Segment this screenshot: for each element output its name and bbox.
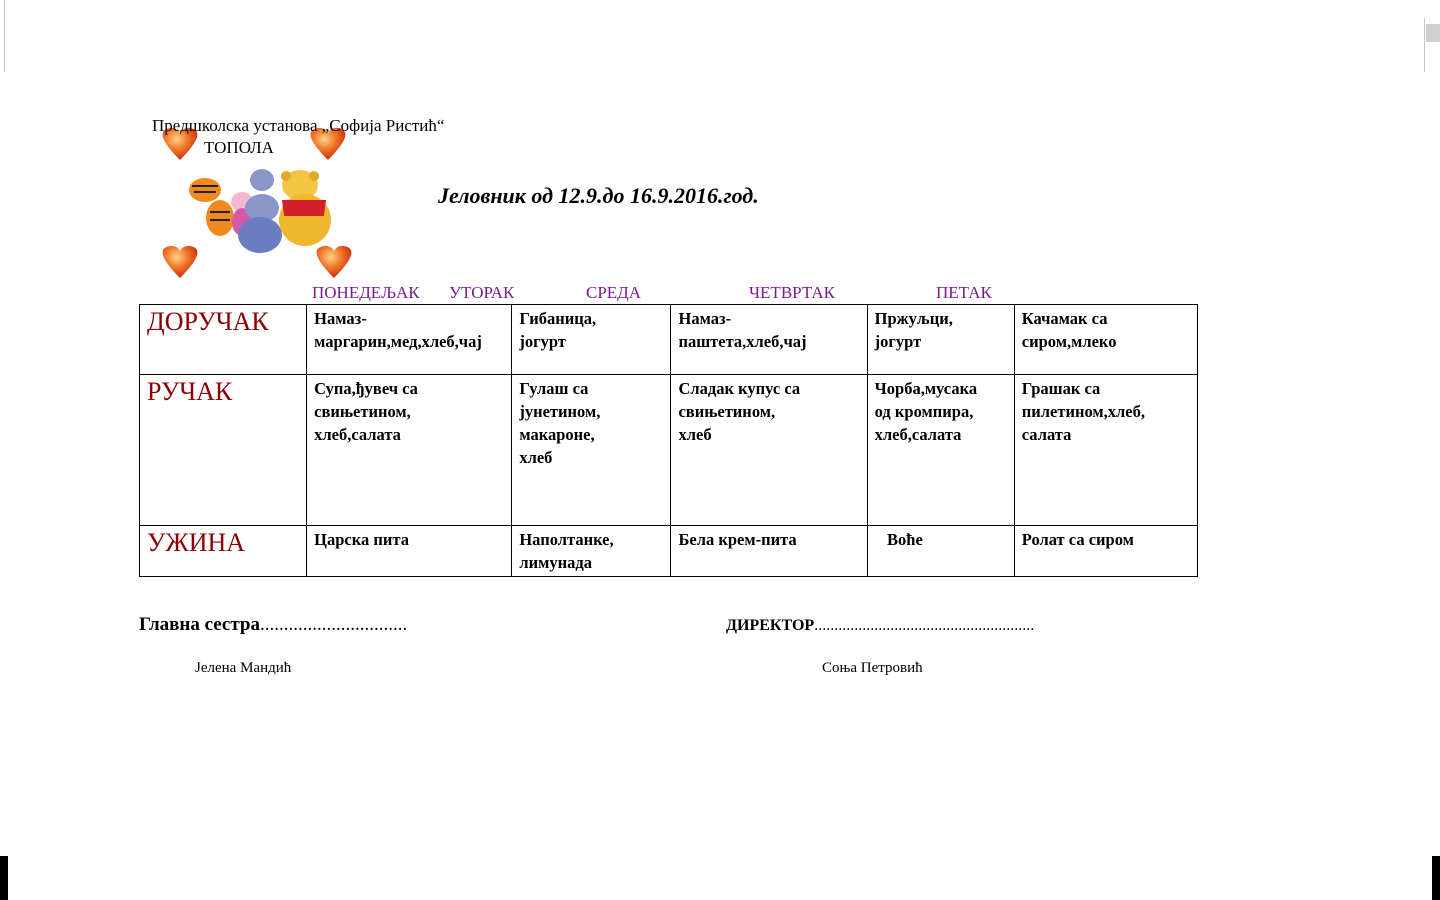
menu-cell: Ролат са сиром bbox=[1014, 526, 1197, 577]
town-name: ТОПОЛА bbox=[204, 138, 274, 157]
menu-cell: Намаз- паштета,хлеб,чај bbox=[671, 305, 867, 375]
menu-table bbox=[139, 304, 1198, 577]
page-title: Јеловник од 12.9.до 16.9.2016.год. bbox=[438, 183, 759, 208]
director-name: Соња Петровић bbox=[822, 660, 923, 676]
table-row-breakfast bbox=[140, 305, 1198, 375]
heart-icon bbox=[317, 246, 352, 278]
menu-cell: Грашак са пилетином,хлеб, салата bbox=[1014, 375, 1197, 526]
day-header-wednesday: СРЕДА bbox=[586, 283, 642, 302]
day-header-monday: ПОНЕДЕЉАК bbox=[312, 283, 420, 302]
heart-icon bbox=[163, 246, 198, 278]
director-signature-line bbox=[726, 617, 1034, 635]
signature-dots: ............................... bbox=[259, 614, 408, 635]
menu-cell: Намаз- маргарин,мед,хлеб,чај bbox=[307, 305, 512, 375]
window-edge bbox=[0, 0, 5, 72]
menu-cell: Сладак купус са свињетином, хлеб bbox=[671, 375, 867, 526]
menu-cell: Наполтанке, лимунада bbox=[512, 526, 671, 577]
signature-dots: ....................................................... bbox=[814, 617, 1035, 634]
menu-cell: Качамак са сиром,млеко bbox=[1014, 305, 1197, 375]
director-label: ДИРЕКТОР bbox=[726, 617, 815, 634]
day-header-thursday: ЧЕТВРТАК bbox=[749, 283, 835, 302]
meal-label: УЖИНА bbox=[140, 526, 307, 577]
head-nurse-label: Главна сестра bbox=[139, 614, 260, 635]
table-row-lunch bbox=[140, 375, 1198, 526]
window-frame-right bbox=[1432, 856, 1440, 900]
menu-cell: Воће bbox=[867, 526, 1014, 577]
cartoon-characters-icon bbox=[189, 169, 331, 253]
scrollbar-thumb[interactable] bbox=[1426, 24, 1440, 42]
institution-name: Предшколска установа „Софија Ристић“ bbox=[152, 116, 445, 135]
menu-cell: Гулаш са јунетином, макароне, хлеб bbox=[512, 375, 671, 526]
day-header-tuesday: УТОРАК bbox=[449, 283, 515, 302]
meal-label: ДОРУЧАК bbox=[140, 305, 307, 375]
menu-cell: Чорба,мусака од кромпира, хлеб,салата bbox=[867, 375, 1014, 526]
head-nurse-name: Јелена Мандић bbox=[195, 660, 292, 676]
window-frame-left bbox=[0, 856, 8, 900]
menu-cell: Пржуљци, јогурт bbox=[867, 305, 1014, 375]
head-nurse-signature-line bbox=[139, 614, 407, 636]
menu-cell: Бела крем-пита bbox=[671, 526, 867, 577]
menu-cell: Гибаница, јогурт bbox=[512, 305, 671, 375]
menu-cell: Супа,ђувеч са свињетином, хлеб,салата bbox=[307, 375, 512, 526]
menu-cell: Царска пита bbox=[307, 526, 512, 577]
table-row-snack bbox=[140, 526, 1198, 577]
meal-label: РУЧАК bbox=[140, 375, 307, 526]
day-header-friday: ПЕТАК bbox=[936, 283, 992, 302]
